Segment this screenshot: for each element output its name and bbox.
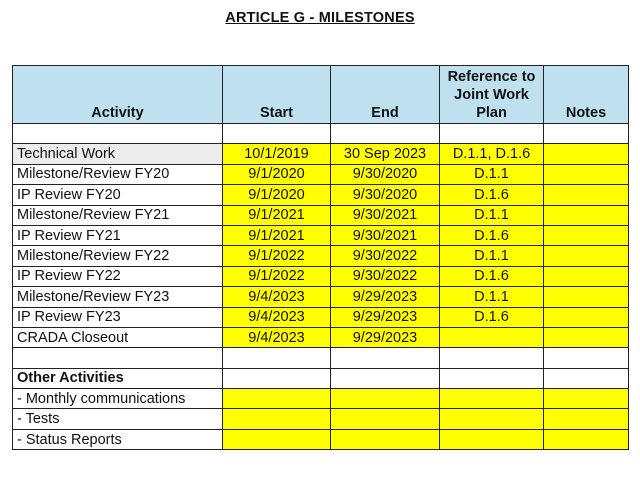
- table-row: [13, 225, 629, 245]
- page-title: ARTICLE G - MILESTONES: [225, 10, 415, 26]
- cell-activity: IP Review FY20: [13, 185, 223, 205]
- cell-activity: Milestone/Review FY21: [13, 205, 223, 225]
- cell-end: 30 Sep 2023: [331, 144, 440, 164]
- cell-end: 9/29/2023: [331, 287, 440, 307]
- cell-start: [223, 124, 331, 144]
- cell-end: 9/30/2021: [331, 205, 440, 225]
- cell-activity: IP Review FY22: [13, 266, 223, 286]
- cell-start: [223, 368, 331, 388]
- cell-end: 9/29/2023: [331, 327, 440, 347]
- cell-reference: D.1.1, D.1.6: [440, 144, 544, 164]
- table-row: [13, 246, 629, 266]
- table-row: [13, 266, 629, 286]
- table-row: [13, 327, 629, 347]
- cell-notes: [544, 225, 629, 245]
- cell-end: 9/30/2022: [331, 246, 440, 266]
- cell-start: 9/4/2023: [223, 327, 331, 347]
- cell-start: 9/4/2023: [223, 307, 331, 327]
- cell-end: [331, 389, 440, 409]
- cell-activity: - Status Reports: [13, 429, 223, 449]
- header-end: End: [331, 66, 440, 124]
- cell-notes: [544, 348, 629, 368]
- cell-start: 9/4/2023: [223, 287, 331, 307]
- cell-activity: [13, 124, 223, 144]
- cell-notes: [544, 144, 629, 164]
- cell-start: 9/1/2022: [223, 266, 331, 286]
- cell-start: 10/1/2019: [223, 144, 331, 164]
- cell-end: [331, 124, 440, 144]
- cell-end: 9/29/2023: [331, 307, 440, 327]
- cell-end: [331, 368, 440, 388]
- cell-activity: - Tests: [13, 409, 223, 429]
- cell-reference: [440, 348, 544, 368]
- cell-start: 9/1/2022: [223, 246, 331, 266]
- cell-end: [331, 429, 440, 449]
- cell-notes: [544, 287, 629, 307]
- cell-reference: D.1.1: [440, 205, 544, 225]
- cell-reference: D.1.1: [440, 164, 544, 184]
- cell-reference: D.1.6: [440, 225, 544, 245]
- cell-activity: Milestone/Review FY20: [13, 164, 223, 184]
- table-row-blank: [13, 124, 629, 144]
- cell-activity: Technical Work: [13, 144, 223, 164]
- cell-activity: IP Review FY23: [13, 307, 223, 327]
- cell-notes: [544, 368, 629, 388]
- cell-activity: - Monthly communications: [13, 389, 223, 409]
- cell-reference: D.1.1: [440, 246, 544, 266]
- cell-end: 9/30/2020: [331, 185, 440, 205]
- header-row: [13, 66, 629, 124]
- cell-end: 9/30/2021: [331, 225, 440, 245]
- cell-notes: [544, 185, 629, 205]
- cell-end: 9/30/2020: [331, 164, 440, 184]
- cell-reference: [440, 429, 544, 449]
- table-row: [13, 185, 629, 205]
- table-row: [13, 144, 629, 164]
- cell-notes: [544, 307, 629, 327]
- cell-reference: [440, 389, 544, 409]
- cell-start: [223, 409, 331, 429]
- cell-notes: [544, 327, 629, 347]
- cell-activity: Milestone/Review FY23: [13, 287, 223, 307]
- table-row: [13, 429, 629, 449]
- cell-start: 9/1/2020: [223, 164, 331, 184]
- milestones-table: [12, 65, 629, 450]
- table-row: [13, 389, 629, 409]
- cell-reference: D.1.6: [440, 307, 544, 327]
- cell-reference: [440, 327, 544, 347]
- cell-start: [223, 389, 331, 409]
- table-row: [13, 409, 629, 429]
- cell-activity: [13, 348, 223, 368]
- cell-start: [223, 429, 331, 449]
- cell-notes: [544, 164, 629, 184]
- table-row-section: [13, 368, 629, 388]
- cell-reference: D.1.1: [440, 287, 544, 307]
- cell-notes: [544, 246, 629, 266]
- cell-end: [331, 409, 440, 429]
- cell-reference: [440, 409, 544, 429]
- table-row: [13, 164, 629, 184]
- cell-end: 9/30/2022: [331, 266, 440, 286]
- header-start: Start: [223, 66, 331, 124]
- cell-end: [331, 348, 440, 368]
- cell-activity: CRADA Closeout: [13, 327, 223, 347]
- header-activity: Activity: [13, 66, 223, 124]
- cell-reference: D.1.6: [440, 185, 544, 205]
- cell-start: 9/1/2021: [223, 225, 331, 245]
- table-row: [13, 307, 629, 327]
- cell-reference: D.1.6: [440, 266, 544, 286]
- cell-notes: [544, 409, 629, 429]
- cell-activity: Milestone/Review FY22: [13, 246, 223, 266]
- cell-notes: [544, 205, 629, 225]
- header-notes: Notes: [544, 66, 629, 124]
- cell-notes: [544, 124, 629, 144]
- cell-start: 9/1/2021: [223, 205, 331, 225]
- cell-notes: [544, 389, 629, 409]
- cell-activity: IP Review FY21: [13, 225, 223, 245]
- table-row: [13, 287, 629, 307]
- cell-notes: [544, 429, 629, 449]
- cell-reference: [440, 124, 544, 144]
- cell-start: 9/1/2020: [223, 185, 331, 205]
- cell-notes: [544, 266, 629, 286]
- cell-start: [223, 348, 331, 368]
- cell-reference: [440, 368, 544, 388]
- cell-activity: Other Activities: [13, 368, 223, 388]
- header-reference: Reference to Joint Work Plan: [440, 66, 544, 124]
- table-row: [13, 205, 629, 225]
- table-row-blank: [13, 348, 629, 368]
